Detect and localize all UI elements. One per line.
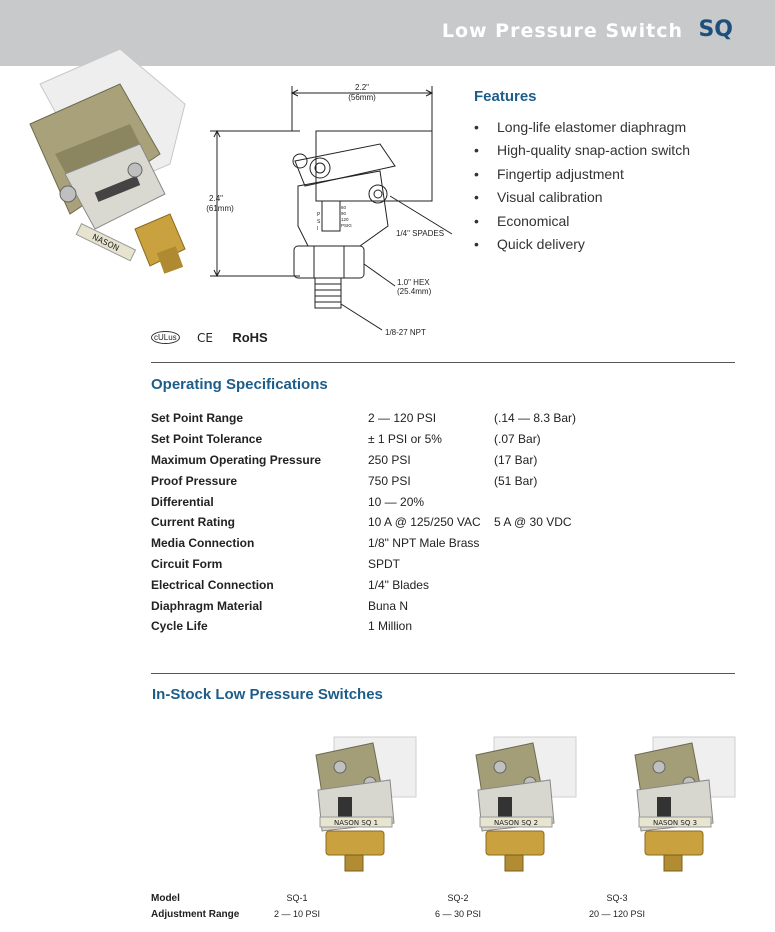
height-in-label: 2.4" [209, 194, 223, 203]
feature-item: • Long-life elastomer diaphragm [474, 116, 690, 139]
spec-label: Current Rating [151, 515, 235, 530]
scale-mark-i: I [317, 226, 319, 232]
spades-label: 1/4" SPADES [396, 229, 445, 238]
spec-value: 250 PSI [368, 452, 411, 467]
spec-label: Differential [151, 494, 214, 509]
model-value: SQ-2 [447, 893, 469, 903]
bullet-icon: • [474, 212, 479, 229]
spec-value-metric [494, 554, 694, 575]
spec-row [151, 429, 694, 450]
spec-value-metric: (.14 — 8.3 Bar) [494, 411, 577, 426]
spec-label: Set Point Tolerance [151, 432, 263, 447]
switch-photo-3 [617, 735, 737, 875]
spec-value-metric [494, 574, 694, 595]
bullet-icon: • [474, 189, 479, 206]
adjustment-range-value: 2 — 10 PSI [273, 909, 321, 919]
bullet-icon: • [474, 165, 479, 182]
hero-product-photo [0, 44, 210, 274]
model-label: Model [151, 893, 180, 904]
scale-mark-s: S [317, 219, 321, 225]
rohs-mark: RoHS [232, 330, 268, 346]
nameplate-text: NASON SQ 3 [652, 819, 698, 827]
spec-value-metric: (.07 Bar) [494, 432, 541, 447]
section-divider [151, 362, 735, 363]
width-mm-label: (56mm) [348, 93, 376, 102]
spec-value: 10 — 20% [368, 494, 425, 509]
spec-value: 2 — 120 PSI [368, 411, 437, 426]
adjustment-range-value: 6 — 30 PSI [434, 909, 482, 919]
feature-item: • Economical [474, 210, 690, 233]
in-stock-heading: In-Stock Low Pressure Switches [152, 686, 383, 703]
nameplate-text: NASON SQ 2 [493, 819, 539, 827]
feature-item: • Visual calibration [474, 186, 690, 209]
section-divider [151, 673, 735, 674]
spec-value-metric [494, 491, 694, 512]
spec-row [151, 574, 694, 595]
switch-photo-2 [458, 735, 578, 875]
spec-value: 750 PSI [368, 473, 411, 488]
adjustment-range-value: 20 — 120 PSI [588, 909, 646, 919]
spec-row [151, 408, 694, 429]
spec-label: Set Point Range [151, 411, 244, 426]
hex-in-label: 1.0" HEX [397, 278, 430, 287]
spec-label: Proof Pressure [151, 473, 238, 488]
spec-label: Maximum Operating Pressure [151, 452, 322, 467]
header-model-code: SQ [698, 17, 733, 42]
spec-value: 1/8" NPT Male Brass [368, 536, 480, 551]
spec-label: Media Connection [151, 536, 255, 551]
spec-label: Cycle Life [151, 619, 208, 634]
spec-label: Diaphragm Material [151, 598, 263, 613]
hero-nameplate-text: NASON [90, 232, 121, 254]
scale-mark-p: P [317, 212, 321, 218]
bullet-icon: • [474, 142, 479, 159]
operating-specs-heading: Operating Specifications [151, 376, 328, 393]
spec-label: Circuit Form [151, 556, 223, 571]
hex-mm-label: (25.4mm) [397, 287, 432, 296]
switch-photo-1 [298, 735, 418, 875]
feature-item: • Quick delivery [474, 233, 690, 256]
dimension-drawing [190, 76, 470, 346]
spec-label: Electrical Connection [151, 577, 274, 592]
ce-mark-icon: CE [197, 330, 213, 345]
model-value: SQ-3 [606, 893, 628, 903]
spec-row [151, 554, 694, 575]
spec-row [151, 595, 694, 616]
spec-value: SPDT [368, 556, 401, 571]
spec-value: 1/4" Blades [368, 577, 429, 592]
spec-row [151, 470, 694, 491]
ul-mark-icon: cULus [151, 331, 180, 344]
adjustment-range-label: Adjustment Range [151, 909, 240, 920]
spec-value-metric [494, 533, 694, 554]
bullet-icon: • [474, 119, 479, 135]
header-title: Low Pressure Switch [441, 20, 683, 42]
certification-logos [151, 330, 268, 345]
spec-row [151, 616, 694, 637]
npt-label: 1/8-27 NPT [385, 328, 426, 337]
feature-item: • High-quality snap-action switch [474, 139, 690, 162]
features-list [474, 116, 690, 256]
spec-value-metric: 5 A @ 30 VDC [494, 515, 572, 530]
spec-value: Buna N [368, 598, 409, 613]
spec-value: 10 A @ 125/250 VAC [368, 515, 481, 530]
spec-row [151, 512, 694, 533]
spec-value-metric: (51 Bar) [494, 473, 538, 488]
operating-specs-table [151, 408, 694, 637]
spec-value-metric [494, 595, 694, 616]
bullet-icon: • [474, 235, 479, 252]
spec-row [151, 533, 694, 554]
height-mm-label: (61mm) [206, 204, 234, 213]
scale-value-unit: PSIG [341, 223, 352, 228]
scale-value-60: 60 [341, 205, 347, 210]
spec-value: 1 Million [368, 619, 413, 634]
spec-value-metric: (17 Bar) [494, 452, 538, 467]
spec-row [151, 491, 694, 512]
model-value: SQ-1 [286, 893, 308, 903]
spec-value: ± 1 PSI or 5% [368, 432, 442, 447]
spec-value-metric [494, 616, 694, 637]
feature-item: • Fingertip adjustment [474, 163, 690, 186]
width-in-label: 2.2" [355, 83, 369, 92]
features-heading: Features [474, 88, 537, 105]
scale-value-90: 90 [341, 211, 347, 216]
spec-row [151, 450, 694, 471]
nameplate-text: NASON SQ 1 [333, 819, 379, 827]
scale-value-120: 120 [341, 217, 349, 222]
